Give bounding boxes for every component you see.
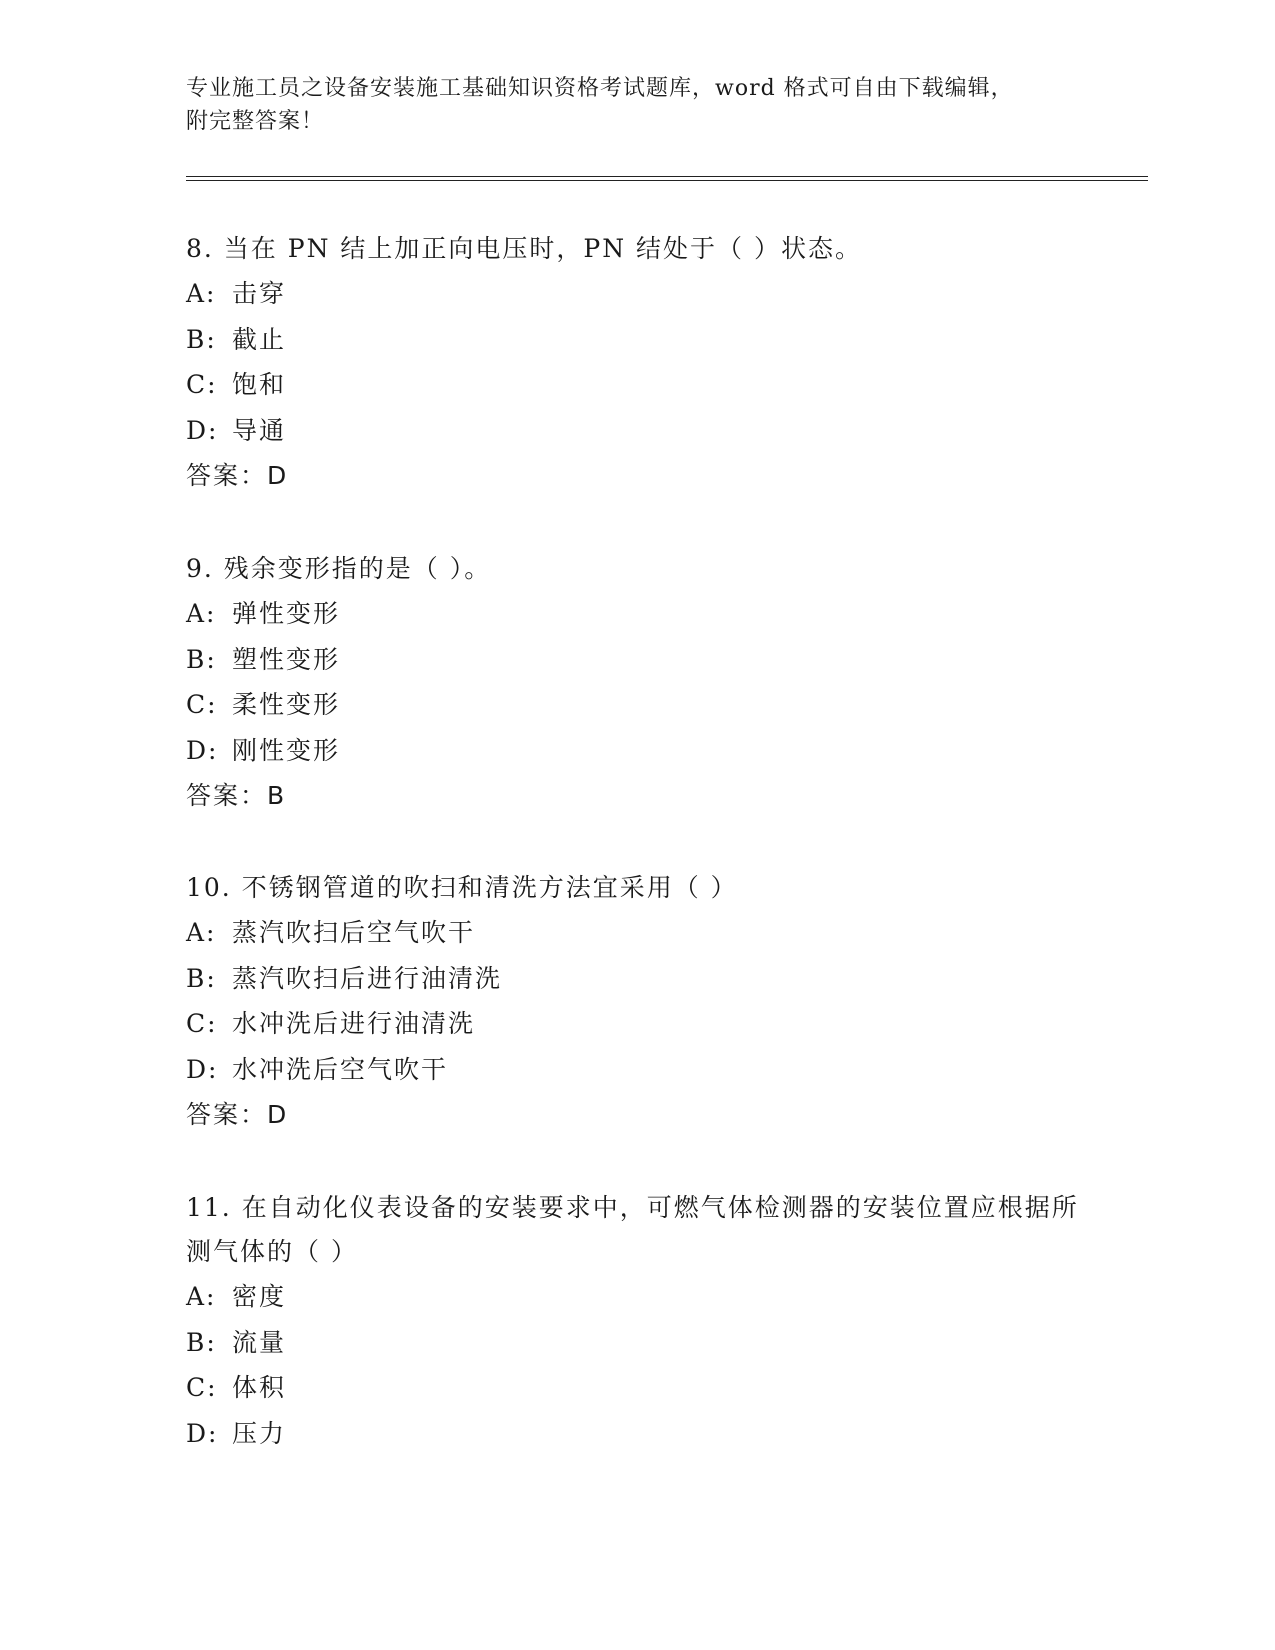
option-b — [186, 317, 1086, 363]
option-d — [186, 728, 1086, 774]
option-letter: D: — [186, 1418, 219, 1448]
option-text: 体积 — [232, 1373, 287, 1402]
option-b — [186, 637, 1086, 683]
header-line-1: 专业施工员之设备安装施工基础知识资格考试题库，word 格式可自由下载编辑， — [186, 76, 1014, 101]
option-letter: A: — [186, 279, 217, 308]
option-c — [186, 1001, 1086, 1047]
option-text: 蒸汽吹扫后空气吹干 — [232, 918, 476, 947]
option-a — [186, 271, 1086, 317]
answer-label: 答案：B — [186, 781, 287, 810]
option-text: 弹性变形 — [232, 599, 341, 628]
header-line-2: 附完整答案！ — [186, 109, 325, 134]
option-letter: B: — [186, 324, 217, 354]
header-divider — [186, 176, 1148, 181]
answer-label: 答案：D — [186, 1100, 289, 1129]
document-header — [186, 72, 1086, 138]
option-text: 密度 — [232, 1282, 287, 1311]
option-text: 导通 — [232, 415, 287, 445]
question-8 — [186, 227, 1086, 499]
option-letter: D: — [186, 415, 219, 445]
option-letter: A: — [186, 1282, 217, 1311]
option-letter: C: — [186, 370, 218, 399]
option-b — [186, 956, 1086, 1002]
question-11 — [186, 1186, 1086, 1456]
question-stem: 9. 残余变形指的是（ ）。 — [186, 554, 492, 583]
question-9 — [186, 547, 1086, 819]
option-text: 流量 — [232, 1327, 287, 1357]
option-letter: D: — [186, 735, 219, 765]
option-letter: D: — [186, 1054, 219, 1084]
option-letter: C: — [186, 690, 218, 719]
option-text: 塑性变形 — [232, 644, 341, 674]
option-text: 截止 — [232, 324, 287, 354]
option-c — [186, 1365, 1086, 1411]
option-text: 饱和 — [232, 370, 287, 399]
option-a — [186, 1274, 1086, 1320]
option-text: 击穿 — [232, 279, 287, 308]
option-letter: B: — [186, 644, 217, 674]
option-a — [186, 591, 1086, 637]
option-a — [186, 910, 1086, 956]
option-text: 蒸汽吹扫后进行油清洗 — [232, 963, 503, 993]
option-letter: A: — [186, 918, 217, 947]
option-d — [186, 1411, 1086, 1457]
option-text: 水冲洗后空气吹干 — [232, 1054, 449, 1084]
question-stem: 10. 不锈钢管道的吹扫和清洗方法宜采用（ ） — [186, 873, 738, 902]
option-text: 压力 — [232, 1418, 287, 1448]
option-letter: C: — [186, 1009, 218, 1038]
option-letter: C: — [186, 1373, 218, 1402]
question-10 — [186, 866, 1086, 1138]
option-letter: B: — [186, 963, 217, 993]
question-stem: 8. 当在 PN 结上加正向电压时，PN 结处于（ ）状态。 — [186, 234, 862, 263]
option-c — [186, 362, 1086, 408]
option-text: 刚性变形 — [232, 735, 341, 765]
option-c — [186, 682, 1086, 728]
answer-label: 答案：D — [186, 461, 289, 490]
question-stem: 11. 在自动化仪表设备的安装要求中，可燃气体检测器的安装位置应根据所测气体的（ ） — [186, 1193, 1079, 1266]
option-b — [186, 1320, 1086, 1366]
option-letter: B: — [186, 1327, 217, 1357]
option-text: 柔性变形 — [232, 690, 341, 719]
option-d — [186, 1047, 1086, 1093]
option-text: 水冲洗后进行油清洗 — [232, 1009, 476, 1038]
option-letter: A: — [186, 599, 217, 628]
option-d — [186, 408, 1086, 454]
